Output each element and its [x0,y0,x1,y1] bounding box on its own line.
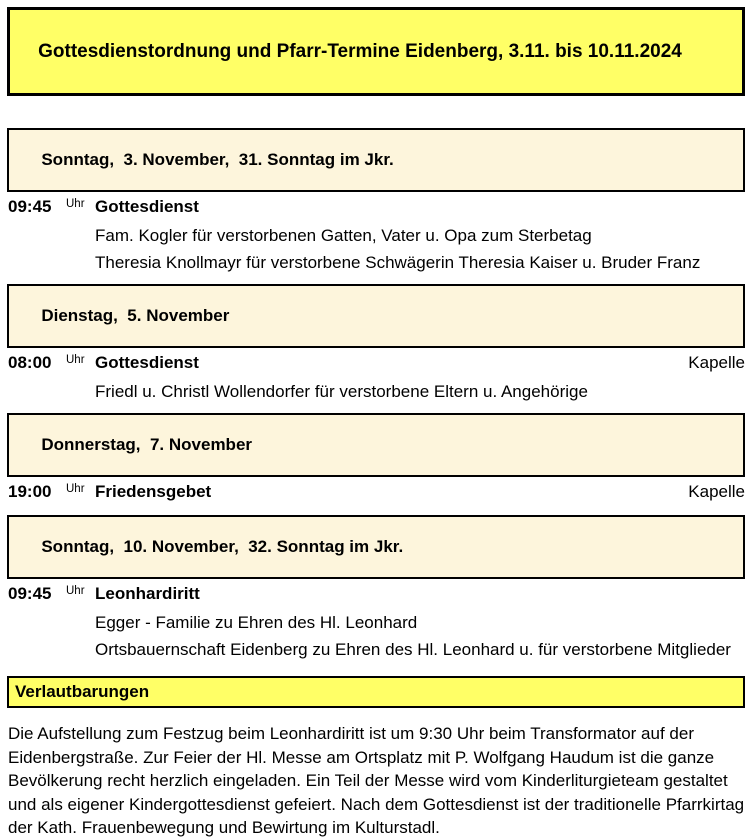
event-name: Gottesdienst [95,353,199,372]
intention-line: Egger - Familie zu Ehren des Hl. Leonhard [95,613,418,632]
section-header-label: Donnerstag, 7. November [41,435,253,454]
section-header [7,128,745,192]
title-banner [7,7,745,96]
event-location: Kapelle [688,353,745,372]
event-name: Friedensgebet [95,482,212,501]
announcements-title: Verlautbarungen [15,682,150,701]
event-name: Gottesdienst [95,197,199,216]
page-title: Gottesdienstordnung und Pfarr-Termine Eidenberg, 3.11. bis 10.11.2024 [38,41,682,62]
section-header-label: Sonntag, 3. November, 31. Sonntag im Jkr. [41,150,394,169]
announcements-paragraph: Die Aufstellung zum Festzug beim Leonhardiritt ist um 9:30 Uhr beim Transformator auf der Eidenbergstraße. Zur Feier der Hl. Messe am Ortsplatz mit P. Wolfgang Haudum ist die ganze Bevölkerung recht herzlich eingeladen. Ein Teil der Messe wird vom Kinderliturgieteam gestaltet und als eigener Kindergottesdienst gefeiert. Nach dem Gottesdienst ist der traditionelle Pfarrkirtag der Kath. Frauenbewegung und Bewirtung im Kulturstadl. [8,724,745,837]
section-header [7,515,745,579]
section-header-label: Sonntag, 10. November, 32. Sonntag im Jkr. [41,537,404,556]
intention-line: Fam. Kogler für verstorbenen Gatten, Vater u. Opa zum Sterbetag [95,226,592,245]
section-header [7,413,745,477]
schedule-section-sonntag-3-november [7,128,745,274]
uhr-label: Uhr [66,354,85,366]
section-header-label: Dienstag, 5. November [41,306,230,325]
schedule-section-sonntag-10-november [7,515,745,661]
announcements-banner [7,676,745,708]
event-row [7,196,745,220]
intention-line: Ortsbauernschaft Eidenberg zu Ehren des Hl. Leonhard u. für verstorbene Mitglieder [95,640,731,659]
schedule-section-donnerstag-7-november [7,413,745,505]
event-time: 19:00 [8,482,52,501]
schedule-section-dienstag-5-november [7,284,745,403]
intention-line: Friedl u. Christl Wollendorfer für verstorbene Eltern u. Angehörige [95,382,588,401]
uhr-label: Uhr [66,198,85,210]
event-row [7,583,745,607]
event-location: Kapelle [688,482,745,501]
event-time: 09:45 [8,197,52,216]
event-row [7,352,745,376]
event-time: 08:00 [8,353,52,372]
event-row [7,481,745,505]
event-name: Leonhardiritt [95,584,200,603]
intention-line: Theresia Knollmayr für verstorbene Schwägerin Theresia Kaiser u. Bruder Franz [95,253,701,272]
event-time: 09:45 [8,584,52,603]
section-header [7,284,745,348]
uhr-label: Uhr [66,483,85,495]
uhr-label: Uhr [66,585,85,597]
